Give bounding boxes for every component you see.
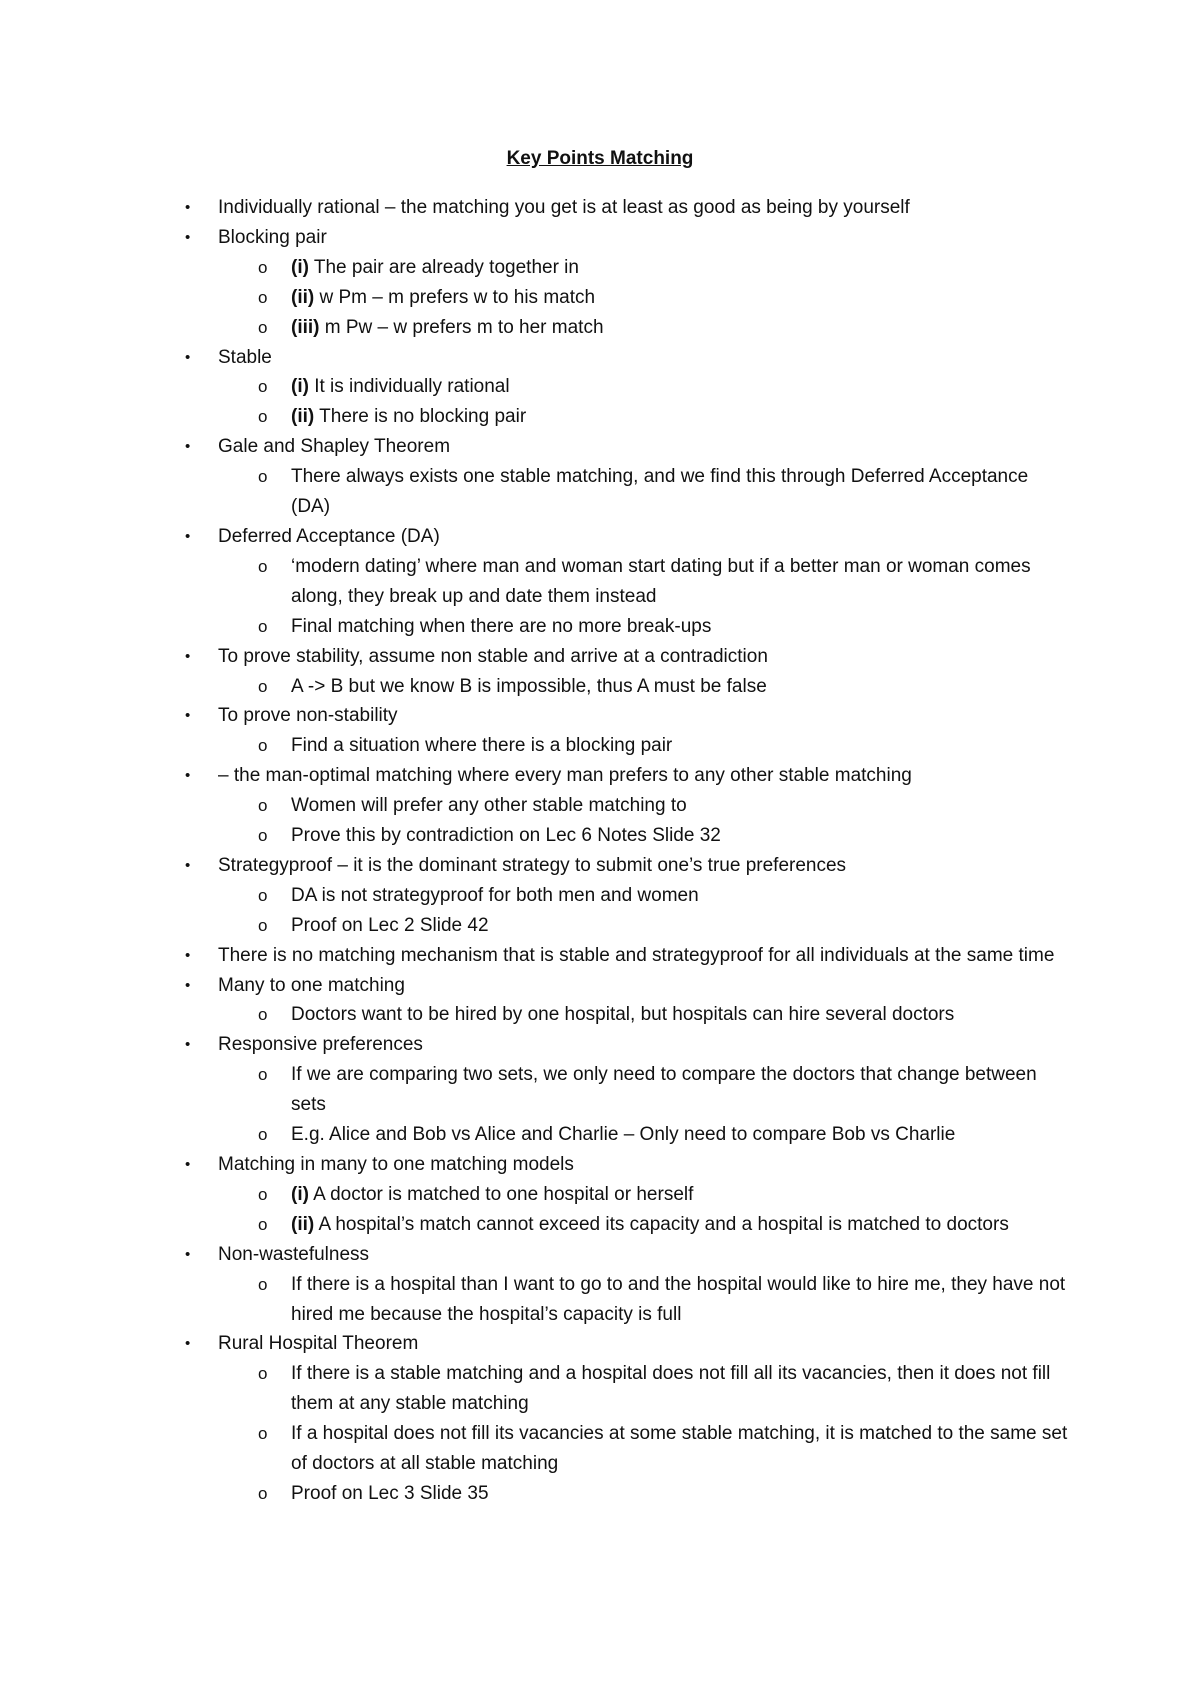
bullet-item [0,223,1058,253]
sub-bullet-marker-icon: o [258,377,268,397]
item-text: DA is not strategyproof for both men and women [291,884,699,906]
bullet-marker-icon: • [185,767,191,785]
item-text: The pair are already together in [308,256,579,278]
sub-bullet-marker-icon: o [258,616,268,636]
bullet-item [0,941,1058,971]
bullet-marker-icon: • [185,856,191,874]
item-text: There always exists one stable matching, and we find this through Deferred Acceptance (DA) [291,466,1029,518]
bullet-item [0,1030,1058,1060]
sub-bullet-item [0,283,1071,313]
sub-bullet-item [0,372,1071,402]
sub-bullet-item [0,1120,1071,1150]
sub-bullet-marker-icon: o [258,826,268,846]
bullet-marker-icon: • [185,527,191,545]
bullet-item [0,761,1058,791]
item-enumerator: (ii) [291,406,315,428]
sub-bullet-item [0,612,1071,642]
bullet-item [0,343,1058,373]
item-text: Stable [218,346,272,368]
item-text: Matching in many to one matching models [218,1154,574,1175]
sub-bullet-marker-icon: o [258,556,268,576]
item-text: If there is a stable matching and a hospital does not fill all its vacancies, then it does not fill them at any stable matching [291,1363,1051,1415]
item-text: Proof on Lec 2 Slide 42 [291,914,489,936]
item-enumerator: (i) [291,376,309,398]
sub-bullet-marker-icon: o [258,1125,268,1145]
item-text: Strategyproof – it is the dominant strategy to submit one’s true preferences [218,854,847,876]
sub-bullet-item [0,1210,1071,1240]
sub-bullet-item [0,462,1071,522]
item-text: Rural Hospital Theorem [218,1333,419,1355]
sub-bullet-item [0,1060,1071,1120]
bullet-marker-icon: • [185,1245,191,1263]
item-text: A hospital’s match cannot exceed its capacity and a hospital is matched to doctors [314,1213,1009,1235]
item-text: A doctor is matched to one hospital or herself [308,1183,694,1205]
sub-bullet-marker-icon: o [258,1274,268,1294]
bullet-marker-icon: • [185,199,191,216]
bullet-marker-icon: • [185,1156,191,1173]
sub-bullet-marker-icon: o [258,1065,268,1085]
item-text: m Pw – w prefers m to her match [319,316,604,338]
sub-bullet-item [0,253,1071,283]
bullet-marker-icon: • [185,707,191,725]
sub-bullet-item [0,1479,1071,1509]
bullet-item [0,1150,1058,1180]
page-title: Key Points Matching [506,148,694,169]
item-text: Proof on Lec 3 Slide 35 [291,1482,489,1504]
item-text: To prove non-stability [218,705,398,727]
sub-bullet-marker-icon: o [258,1483,268,1503]
item-text: It is individually rational [308,376,510,398]
bullet-marker-icon: • [185,946,191,964]
item-text: If a hospital does not fill its vacancies at some stable matching, it is matched to the same set of doctors at all stable matching [291,1423,1068,1475]
item-text: Find a situation where there is a blocking pair [291,735,673,757]
sub-bullet-marker-icon: o [258,1184,268,1204]
sub-bullet-marker-icon: o [258,915,268,935]
sub-bullet-marker-icon: o [258,736,268,756]
item-text: Responsive preferences [218,1034,423,1056]
item-text: Blocking pair [218,226,327,248]
item-text: w Pm – m prefers w to his match [314,286,596,308]
item-text: Women will prefer any other stable matching to [291,795,687,817]
sub-bullet-marker-icon: o [258,1364,268,1384]
item-text: Non-wastefulness [218,1243,370,1265]
bullet-item [0,522,1058,552]
bullet-item [0,642,1058,672]
item-text: Gale and Shapley Theorem [218,436,451,458]
item-text: To prove stability, assume non stable and arrive at a contradiction [218,645,768,667]
sub-bullet-item [0,672,1071,702]
bullet-marker-icon: • [185,1335,191,1353]
item-enumerator: (i) [291,256,309,278]
sub-bullet-marker-icon: o [258,796,268,816]
item-enumerator: (iii) [291,316,320,338]
sub-bullet-marker-icon: o [258,317,268,337]
key-points-list [0,193,1200,1509]
bullet-item [0,193,1058,223]
sub-bullet-item [0,821,1071,851]
bullet-item [0,432,1058,462]
sub-bullet-item [0,1359,1071,1419]
sub-bullet-item [0,1270,1071,1330]
item-enumerator: (i) [291,1183,309,1205]
item-enumerator: (ii) [291,286,315,308]
bullet-item [0,1329,1058,1359]
bullet-item [0,1240,1058,1270]
item-text: There is no matching mechanism that is stable and strategyproof for all individuals at the same time [218,944,1055,966]
item-text: E.g. Alice and Bob vs Alice and Charlie – Only need to compare Bob vs Charlie [291,1124,956,1146]
sub-bullet-item [0,731,1071,761]
item-text: Deferred Acceptance (DA) [218,525,440,547]
sub-bullet-item [0,1180,1071,1210]
sub-bullet-item [0,313,1071,343]
item-text: If there is a hospital than I want to go to and the hospital would like to hire me, they have not hired me because the hospital’s capacity is full [291,1273,1066,1325]
bullet-marker-icon: • [185,976,191,994]
item-text: Doctors want to be hired by one hospital, but hospitals can hire several doctors [291,1004,955,1026]
item-enumerator: (ii) [291,1213,315,1235]
bullet-item [0,701,1058,731]
sub-bullet-marker-icon: o [258,885,268,905]
sub-bullet-item [0,881,1071,911]
sub-bullet-marker-icon: o [258,257,268,277]
item-text: A -> B but we know B is impossible, thus A must be false [291,675,767,697]
sub-bullet-item [0,402,1071,432]
sub-bullet-marker-icon: o [258,1214,268,1234]
sub-bullet-item [0,1419,1071,1479]
item-text: – the man-optimal matching where every man prefers to any other stable matching [218,765,912,787]
sub-bullet-marker-icon: o [258,407,268,427]
bullet-marker-icon: • [185,438,191,456]
item-text: ‘modern dating’ where man and woman start dating but if a better man or woman comes along, they break up and date them instead [291,555,1031,607]
item-text: Final matching when there are no more break-ups [291,615,712,637]
sub-bullet-marker-icon: o [258,1424,268,1444]
bullet-marker-icon: • [185,1036,191,1054]
sub-bullet-marker-icon: o [258,467,268,487]
item-text: If we are comparing two sets, we only need to compare the doctors that change between sets [291,1064,1037,1116]
bullet-marker-icon: • [185,348,191,366]
sub-bullet-item [0,552,1071,612]
item-text: Many to one matching [218,974,405,996]
sub-bullet-item [0,791,1071,821]
bullet-marker-icon: • [185,647,191,665]
sub-bullet-item [0,911,1071,941]
item-text: Individually rational – the matching you get is at least as good as being by yourself [218,197,910,218]
sub-bullet-item [0,1000,1071,1030]
bullet-item [0,971,1058,1001]
sub-bullet-marker-icon: o [258,287,268,307]
item-text: There is no blocking pair [314,406,527,428]
bullet-item [0,851,1058,881]
item-text: Prove this by contradiction on Lec 6 Notes Slide 32 [291,825,721,847]
sub-bullet-marker-icon: o [258,1005,268,1025]
bullet-marker-icon: • [185,228,191,246]
sub-bullet-marker-icon: o [258,676,268,696]
